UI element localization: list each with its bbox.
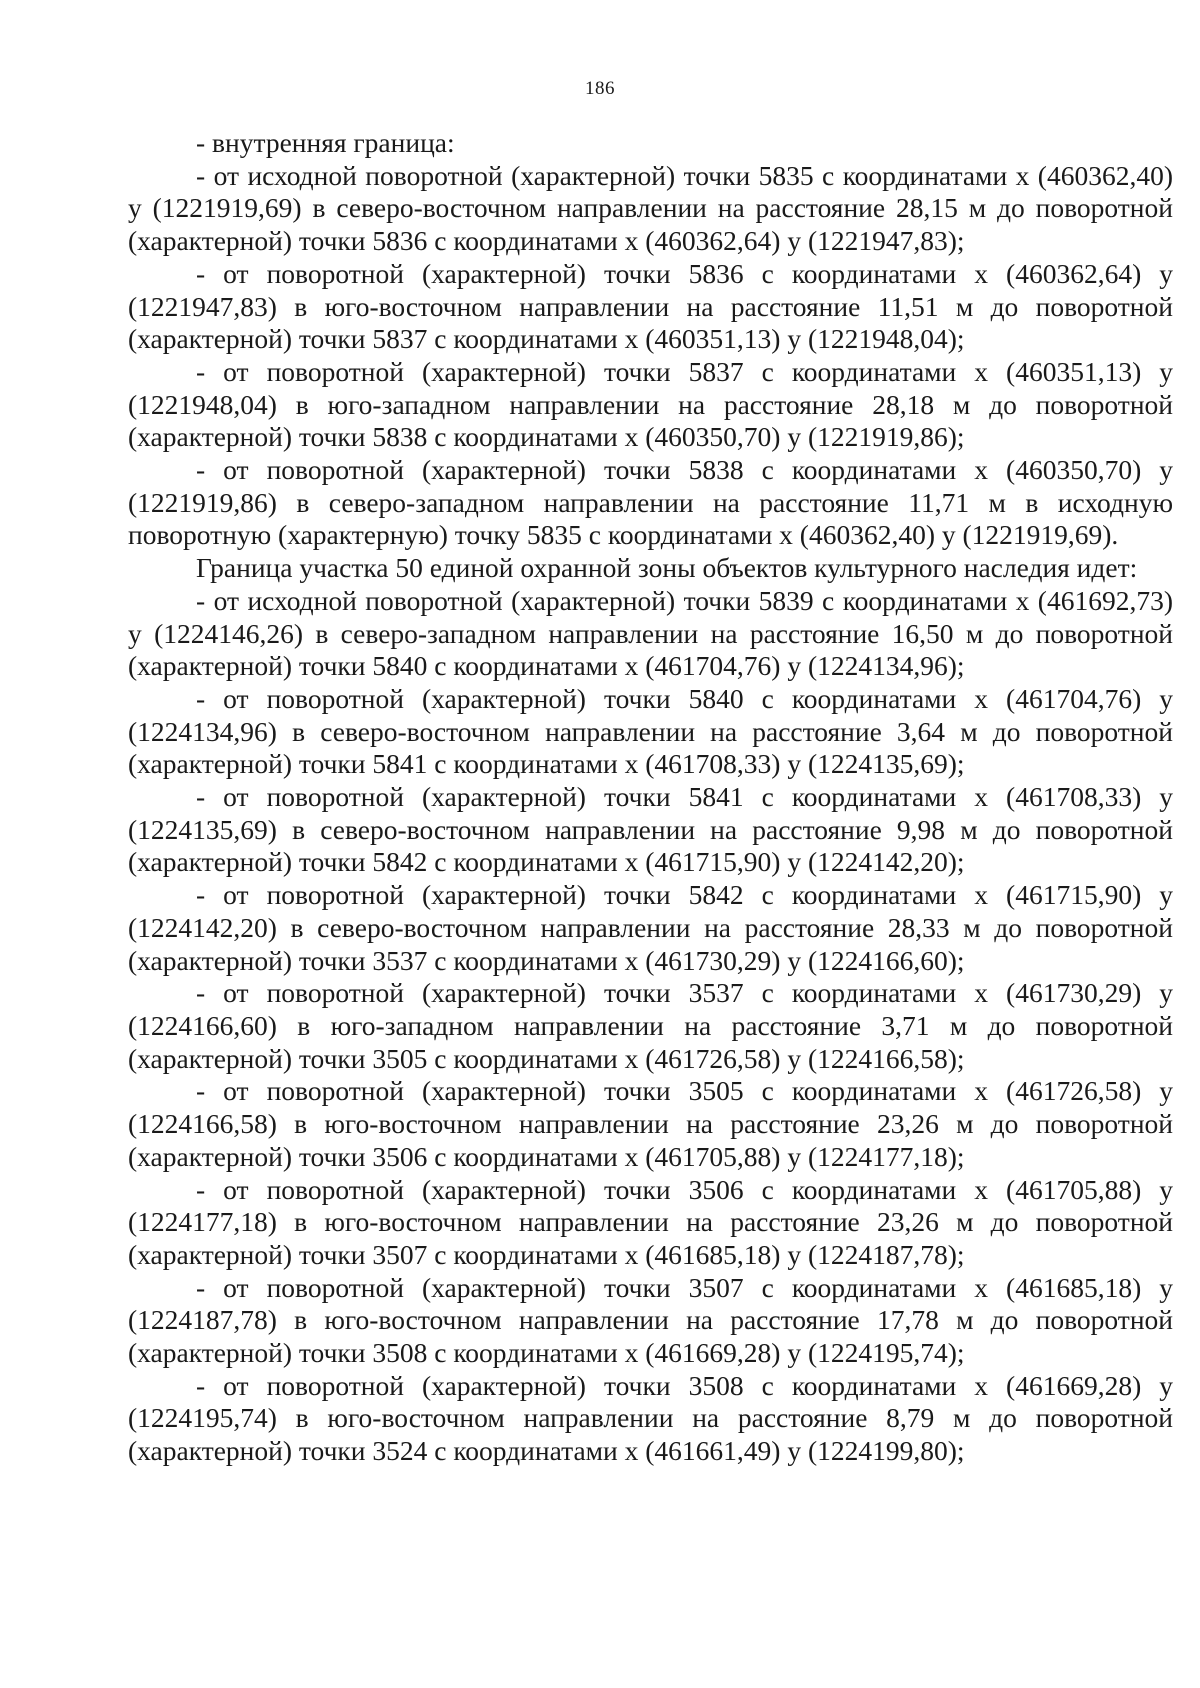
paragraph: - от поворотной (характерной) точки 5841 с координатами х (461708,33) у (1224135,69) в северо-восточном направлении на расстояние 9,98 м до поворотной (характерной) точки 5842 с координатами х (461715,90) у (1224142,20);	[128, 781, 1173, 878]
paragraph: - от исходной поворотной (характерной) точки 5839 с координатами х (461692,73) у (1224146,26) в северо-западном направлении на расстояние 16,50 м до поворотной (характерной) точки 5840 с координатами х (461704,76) у (1224134,96);	[128, 584, 1173, 682]
section-heading-plot-50: Граница участка 50 единой охранной зоны объектов культурного наследия идет:	[196, 552, 1138, 584]
paragraph: - от поворотной (характерной) точки 5838 с координатами х (460350,70) у (1221919,86) в северо-западном направлении на расстояние 11,71 м в исходную поворотную (характерную) точку 5835 с координатами х (460362,40) у (1221919,69).	[128, 454, 1173, 551]
paragraph: - от поворотной (характерной) точки 3506 с координатами х (461705,88) у (1224177,18) в юго-восточном направлении на расстояние 23,26 м до поворотной (характерной) точки 3507 с координатами х (461685,18) у (1224187,78);	[128, 1173, 1173, 1270]
paragraph: - от исходной поворотной (характерной) точки 5835 с координатами х (460362,40) у (1221919,69) в северо-восточном направлении на расстояние 28,15 м до поворотной (характерной) точки 5836 с координатами х (460362,64) у (1221947,83);	[128, 159, 1173, 257]
paragraph: - от поворотной (характерной) точки 3537 с координатами х (461730,29) у (1224166,60) в юго-западном направлении на расстояние 3,71 м до поворотной (характерной) точки 3505 с координатами х (461726,58) у (1224166,58);	[128, 977, 1173, 1074]
paragraph: - от поворотной (характерной) точки 5840 с координатами х (461704,76) у (1224134,96) в северо-восточном направлении на расстояние 3,64 м до поворотной (характерной) точки 5841 с координатами х (461708,33) у (1224135,69);	[128, 682, 1173, 780]
paragraph: - от поворотной (характерной) точки 3507 с координатами х (461685,18) у (1224187,78) в юго-восточном направлении на расстояние 17,78 м до поворотной (характерной) точки 3508 с координатами х (461669,28) у (1224195,74);	[128, 1271, 1173, 1369]
paragraph: - от поворотной (характерной) точки 3505 с координатами х (461726,58) у (1224166,58) в юго-восточном направлении на расстояние 23,26 м до поворотной (характерной) точки 3506 с координатами х (461705,88) у (1224177,18);	[128, 1075, 1173, 1172]
paragraph: - от поворотной (характерной) точки 5837 с координатами х (460351,13) у (1221948,04) в юго-западном направлении на расстояние 28,18 м до поворотной (характерной) точки 5838 с координатами х (460350,70) у (1221919,86);	[128, 355, 1173, 453]
paragraph: - от поворотной (характерной) точки 5842 с координатами х (461715,90) у (1224142,20) в северо-восточном направлении на расстояние 28,33 м до поворотной (характерной) точки 3537 с координатами х (461730,29) у (1224166,60);	[128, 879, 1173, 976]
page-number: 186	[585, 78, 615, 99]
section-heading-inner-boundary: - внутренняя граница:	[196, 127, 455, 158]
document-body	[128, 127, 1173, 1468]
paragraph: - от поворотной (характерной) точки 5836 с координатами х (460362,64) у (1221947,83) в юго-восточном направлении на расстояние 11,51 м до поворотной (характерной) точки 5837 с координатами х (460351,13) у (1221948,04);	[128, 257, 1173, 355]
paragraph: - от поворотной (характерной) точки 3508 с координатами х (461669,28) у (1224195,74) в юго-восточном направлении на расстояние 8,79 м до поворотной (характерной) точки 3524 с координатами х (461661,49) у (1224199,80);	[128, 1369, 1173, 1467]
